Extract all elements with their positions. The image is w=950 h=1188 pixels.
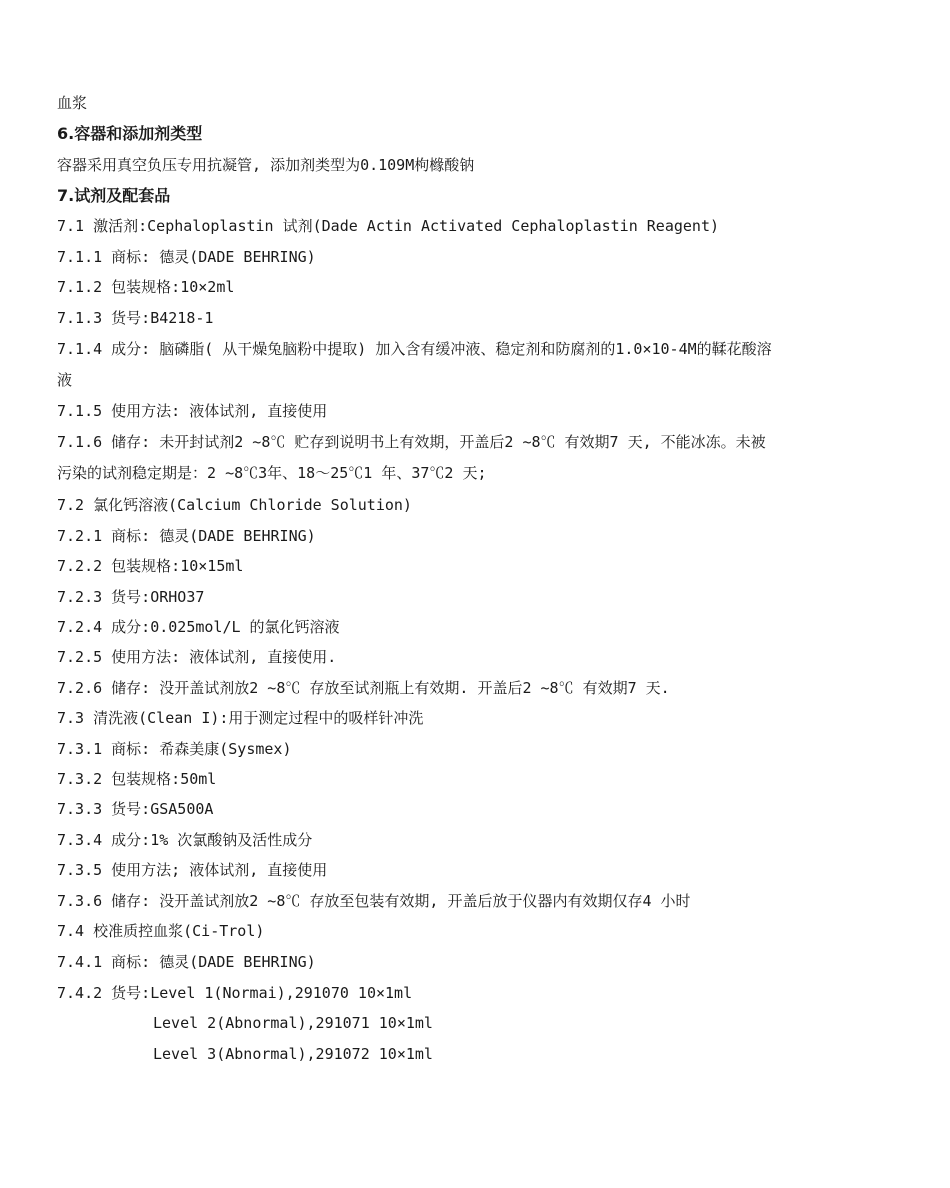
text-line: 7.3 清洗液(Clean I):用于测定过程中的吸样针冲洗 (57, 709, 424, 727)
text-line: 7.3.6 储存: 没开盖试剂放2 ~8℃ 存放至包装有效期, 开盖后放于仪器内有效期仅存4 小时 (57, 892, 691, 910)
text-line: 7.1.5 使用方法: 液体试剂, 直接使用 (57, 402, 328, 420)
text-line: 7.2.4 成分:0.025mol/L 的氯化钙溶液 (57, 618, 340, 636)
text-line: 7.1.2 包装规格:10×2ml (57, 278, 235, 296)
text-line: 7.3.4 成分:1% 次氯酸钠及活性成分 (57, 831, 313, 849)
section-heading: 7.试剂及配套品 (57, 186, 171, 205)
text-line: 7.3.5 使用方法; 液体试剂, 直接使用 (57, 861, 328, 879)
text-line: 7.3.3 货号:GSA500A (57, 800, 214, 818)
text-line: 7.1.3 货号:B4218-1 (57, 309, 214, 327)
text-line: 7.4.2 货号:Level 1(Normai),291070 10×1ml (57, 984, 413, 1002)
text-line: 7.1.4 成分: 脑磷脂( 从干燥兔脑粉中提取) 加入含有缓冲液、稳定剂和防腐剂的1.0×10-4M的鞣花酸溶 (57, 340, 772, 358)
text-line: 7.1.6 储存: 未开封试剂2 ~8℃ 贮存到说明书上有效期，开盖后2 ~8℃ 有效期7 天, 不能冰冻。未被 (57, 433, 766, 451)
text-line: 7.2.5 使用方法: 液体试剂, 直接使用. (57, 648, 337, 666)
text-line: 污染的试剂稳定期是：2 ~8℃3年、18～25℃1 年、37℃2 天; (57, 464, 487, 482)
text-line: Level 2(Abnormal),291071 10×1ml (153, 1014, 433, 1032)
text-line: 7.2 氯化钙溶液(Calcium Chloride Solution) (57, 496, 412, 514)
text-line: 7.3.1 商标: 希森美康(Sysmex) (57, 740, 292, 758)
text-line: 7.1.1 商标: 德灵(DADE BEHRING) (57, 248, 316, 266)
text-line: 7.2.6 储存: 没开盖试剂放2 ~8℃ 存放至试剂瓶上有效期. 开盖后2 ~8℃ 有效期7 天. (57, 679, 670, 697)
text-line: 7.2.1 商标: 德灵(DADE BEHRING) (57, 527, 316, 545)
text-line: 7.2.2 包装规格:10×15ml (57, 557, 244, 575)
text-line: 7.3.2 包装规格:50ml (57, 770, 217, 788)
section-heading: 6.容器和添加剂类型 (57, 124, 203, 143)
text-line: 7.2.3 货号:ORHO37 (57, 588, 205, 606)
text-line: Level 3(Abnormal),291072 10×1ml (153, 1045, 433, 1063)
text-line: 7.1 激活剂:Cephaloplastin 试剂(Dade Actin Activated Cephaloplastin Reagent) (57, 217, 720, 235)
text-line: 液 (57, 371, 73, 389)
text-line: 7.4.1 商标: 德灵(DADE BEHRING) (57, 953, 316, 971)
text-line: 容器采用真空负压专用抗凝管, 添加剂类型为0.109M枸橼酸钠 (57, 156, 475, 174)
text-line: 血浆 (57, 94, 88, 112)
text-line: 7.4 校准质控血浆(Ci-Trol) (57, 922, 265, 940)
